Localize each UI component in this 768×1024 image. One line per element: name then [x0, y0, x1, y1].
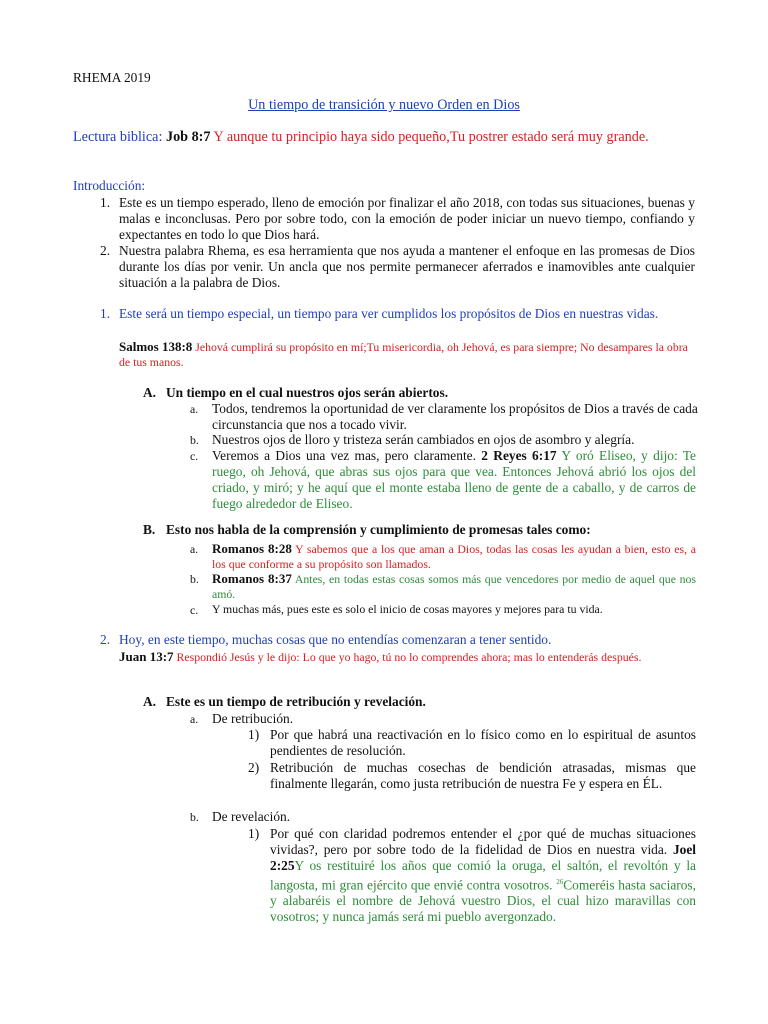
- list-item-letter: a.: [190, 402, 199, 416]
- retribucion-label: De retribución.: [212, 711, 294, 726]
- point1-number: 1.: [100, 306, 111, 321]
- lectura-text: Y aunque tu principio haya sido pequeño,Tu postrer estado será muy grande.: [213, 129, 649, 145]
- intro-item: Nuestra palabra Rhema, es esa herramienta que nos ayuda a mantener el enfoque en las promesas de Dios durante los días por venir. Un ancla que nos permite permanecer aferrados e inamovibles ante cualquier situación a la palabra de Dios.: [119, 243, 695, 290]
- list-item-letter: a.: [190, 542, 199, 556]
- sub-item: Por que habrá una reactivación en lo físico como en lo espiritual de asuntos pendientes de resolución.: [270, 727, 696, 758]
- verse-text: Y oró Eliseo, y dijo: Te ruego, oh Jehová, que abras sus ojos para que vea. Entonces Jehová abrió los ojos del criado, y miró; y he aquí que el monte estaba lleno de gente de a caballo, y de carros de fuego alrededor de Eliseo.: [212, 448, 696, 511]
- point2-heading: Hoy, en este tiempo, muchas cosas que no entendías comenzaran a tener sentido.: [119, 632, 552, 647]
- list-item: Nuestros ojos de lloro y tristeza serán cambiados en ojos de asombro y alegría.: [212, 432, 635, 447]
- list-item: [212, 571, 696, 602]
- point1-b-heading: Esto nos habla de la comprensión y cumplimiento de promesas tales como:: [166, 522, 591, 537]
- verse-text: Y sabemos que a los que aman a Dios, todas las cosas les ayudan a bien, esto es, a los que conforme a su propósito son llamados.: [212, 542, 696, 571]
- point1-a-letter: A.: [143, 385, 157, 400]
- list-item-letter: c.: [190, 449, 199, 463]
- list-item: [212, 541, 696, 572]
- verse-ref: Romanos 8:28: [212, 541, 292, 556]
- list-item-letter: a.: [190, 712, 199, 726]
- intro-heading: Introducción:: [73, 178, 146, 193]
- verse-text: Antes, en todas estas cosas somos más que vencedores por medio de aquel que nos amó.: [212, 572, 696, 601]
- point2-number: 2.: [100, 632, 111, 647]
- list-item-letter: b.: [190, 810, 199, 824]
- list-item-letter: c.: [190, 603, 199, 617]
- verse-number: 26: [556, 878, 564, 886]
- point1-a-heading: Un tiempo en el cual nuestros ojos serán abiertos.: [166, 385, 449, 400]
- lectura-biblica: [73, 129, 698, 145]
- list-item: [212, 448, 696, 512]
- point2-verse-ref: Juan 13:7: [119, 649, 174, 664]
- list-item-letter: b.: [190, 433, 199, 447]
- point1-verse: [119, 339, 695, 370]
- point1-b-letter: B.: [143, 522, 156, 537]
- list-item: Todos, tendremos la oportunidad de ver claramente los propósitos de Dios a través de cada circunstancia que nos a tocado vivir.: [212, 401, 698, 432]
- list-item: Y muchas más, pues este es solo el inicio de cosas mayores y mejores para tu vida.: [212, 602, 603, 616]
- sub-item-text: Por qué con claridad podremos entender el ¿por qué de muchas situaciones vividas?, pero por sobre todo de la fidelidad de Dios en nuestra vida.: [270, 826, 696, 857]
- sub-item: Retribución de muchas cosechas de bendición atrasadas, mismas que finalmente llegarán, como justa retribución de nuestra Fe y espera en ÉL.: [270, 760, 696, 791]
- point2-a-heading: Este es un tiempo de retribución y revelación.: [166, 694, 426, 709]
- document-header: RHEMA 2019: [73, 70, 151, 85]
- lectura-label: Lectura biblica:: [73, 129, 163, 145]
- point1-heading: Este será un tiempo especial, un tiempo para ver cumplidos los propósitos de Dios en nuestras vidas.: [119, 306, 659, 321]
- verse-ref: Joel 2:25: [270, 842, 697, 873]
- verse-text: Y os restituiré los años que comió la oruga, el saltón, el revoltón y la langosta, mi gran ejército que envié contra vosotros.: [270, 858, 696, 893]
- lectura-ref: Job 8:7: [165, 129, 211, 145]
- verse-ref: Romanos 8:37: [212, 571, 292, 586]
- point1-verse-ref: Salmos 138:8: [119, 339, 193, 354]
- point2-a-letter: A.: [143, 694, 157, 709]
- verse-text: Comeréis hasta saciaros, y alabaréis el nombre de Jehová vuestro Dios, el cual hizo maravillas con vosotros; y nunca jamás será mi pueblo avergonzado.: [270, 877, 696, 925]
- point2-verse-text: Respondió Jesús y le dijo: Lo que yo hago, tú no lo comprendes ahora; mas lo entenderás después.: [176, 650, 642, 664]
- sub-item-number: 1): [248, 826, 260, 841]
- sub-item-number: 1): [248, 727, 260, 742]
- intro-item-number: 1.: [100, 195, 111, 210]
- sub-item: [270, 826, 696, 925]
- point2-verse: [119, 649, 697, 665]
- intro-item: Este es un tiempo esperado, lleno de emoción por finalizar el año 2018, con todas sus situaciones, buenas y malas e inconclusas. Pero por sobre todo, con la emoción de poder iniciar un nuevo tiempo, confiando y expectantes en todo lo que Dios hará.: [119, 195, 695, 242]
- point1-verse-text: Jehová cumplirá su propósito en mí;Tu misericordia, oh Jehová, es para siempre; No desampares la obra de tus manos.: [119, 340, 688, 369]
- verse-ref: 2 Reyes 6:17: [481, 448, 557, 463]
- sub-item-number: 2): [248, 760, 260, 775]
- list-item-letter: b.: [190, 572, 199, 586]
- document-title: Un tiempo de transición y nuevo Orden en Dios: [248, 97, 520, 113]
- list-item-text: Veremos a Dios una vez mas, pero claramente.: [212, 448, 476, 463]
- revelacion-label: De revelación.: [212, 809, 291, 824]
- intro-item-number: 2.: [100, 243, 111, 258]
